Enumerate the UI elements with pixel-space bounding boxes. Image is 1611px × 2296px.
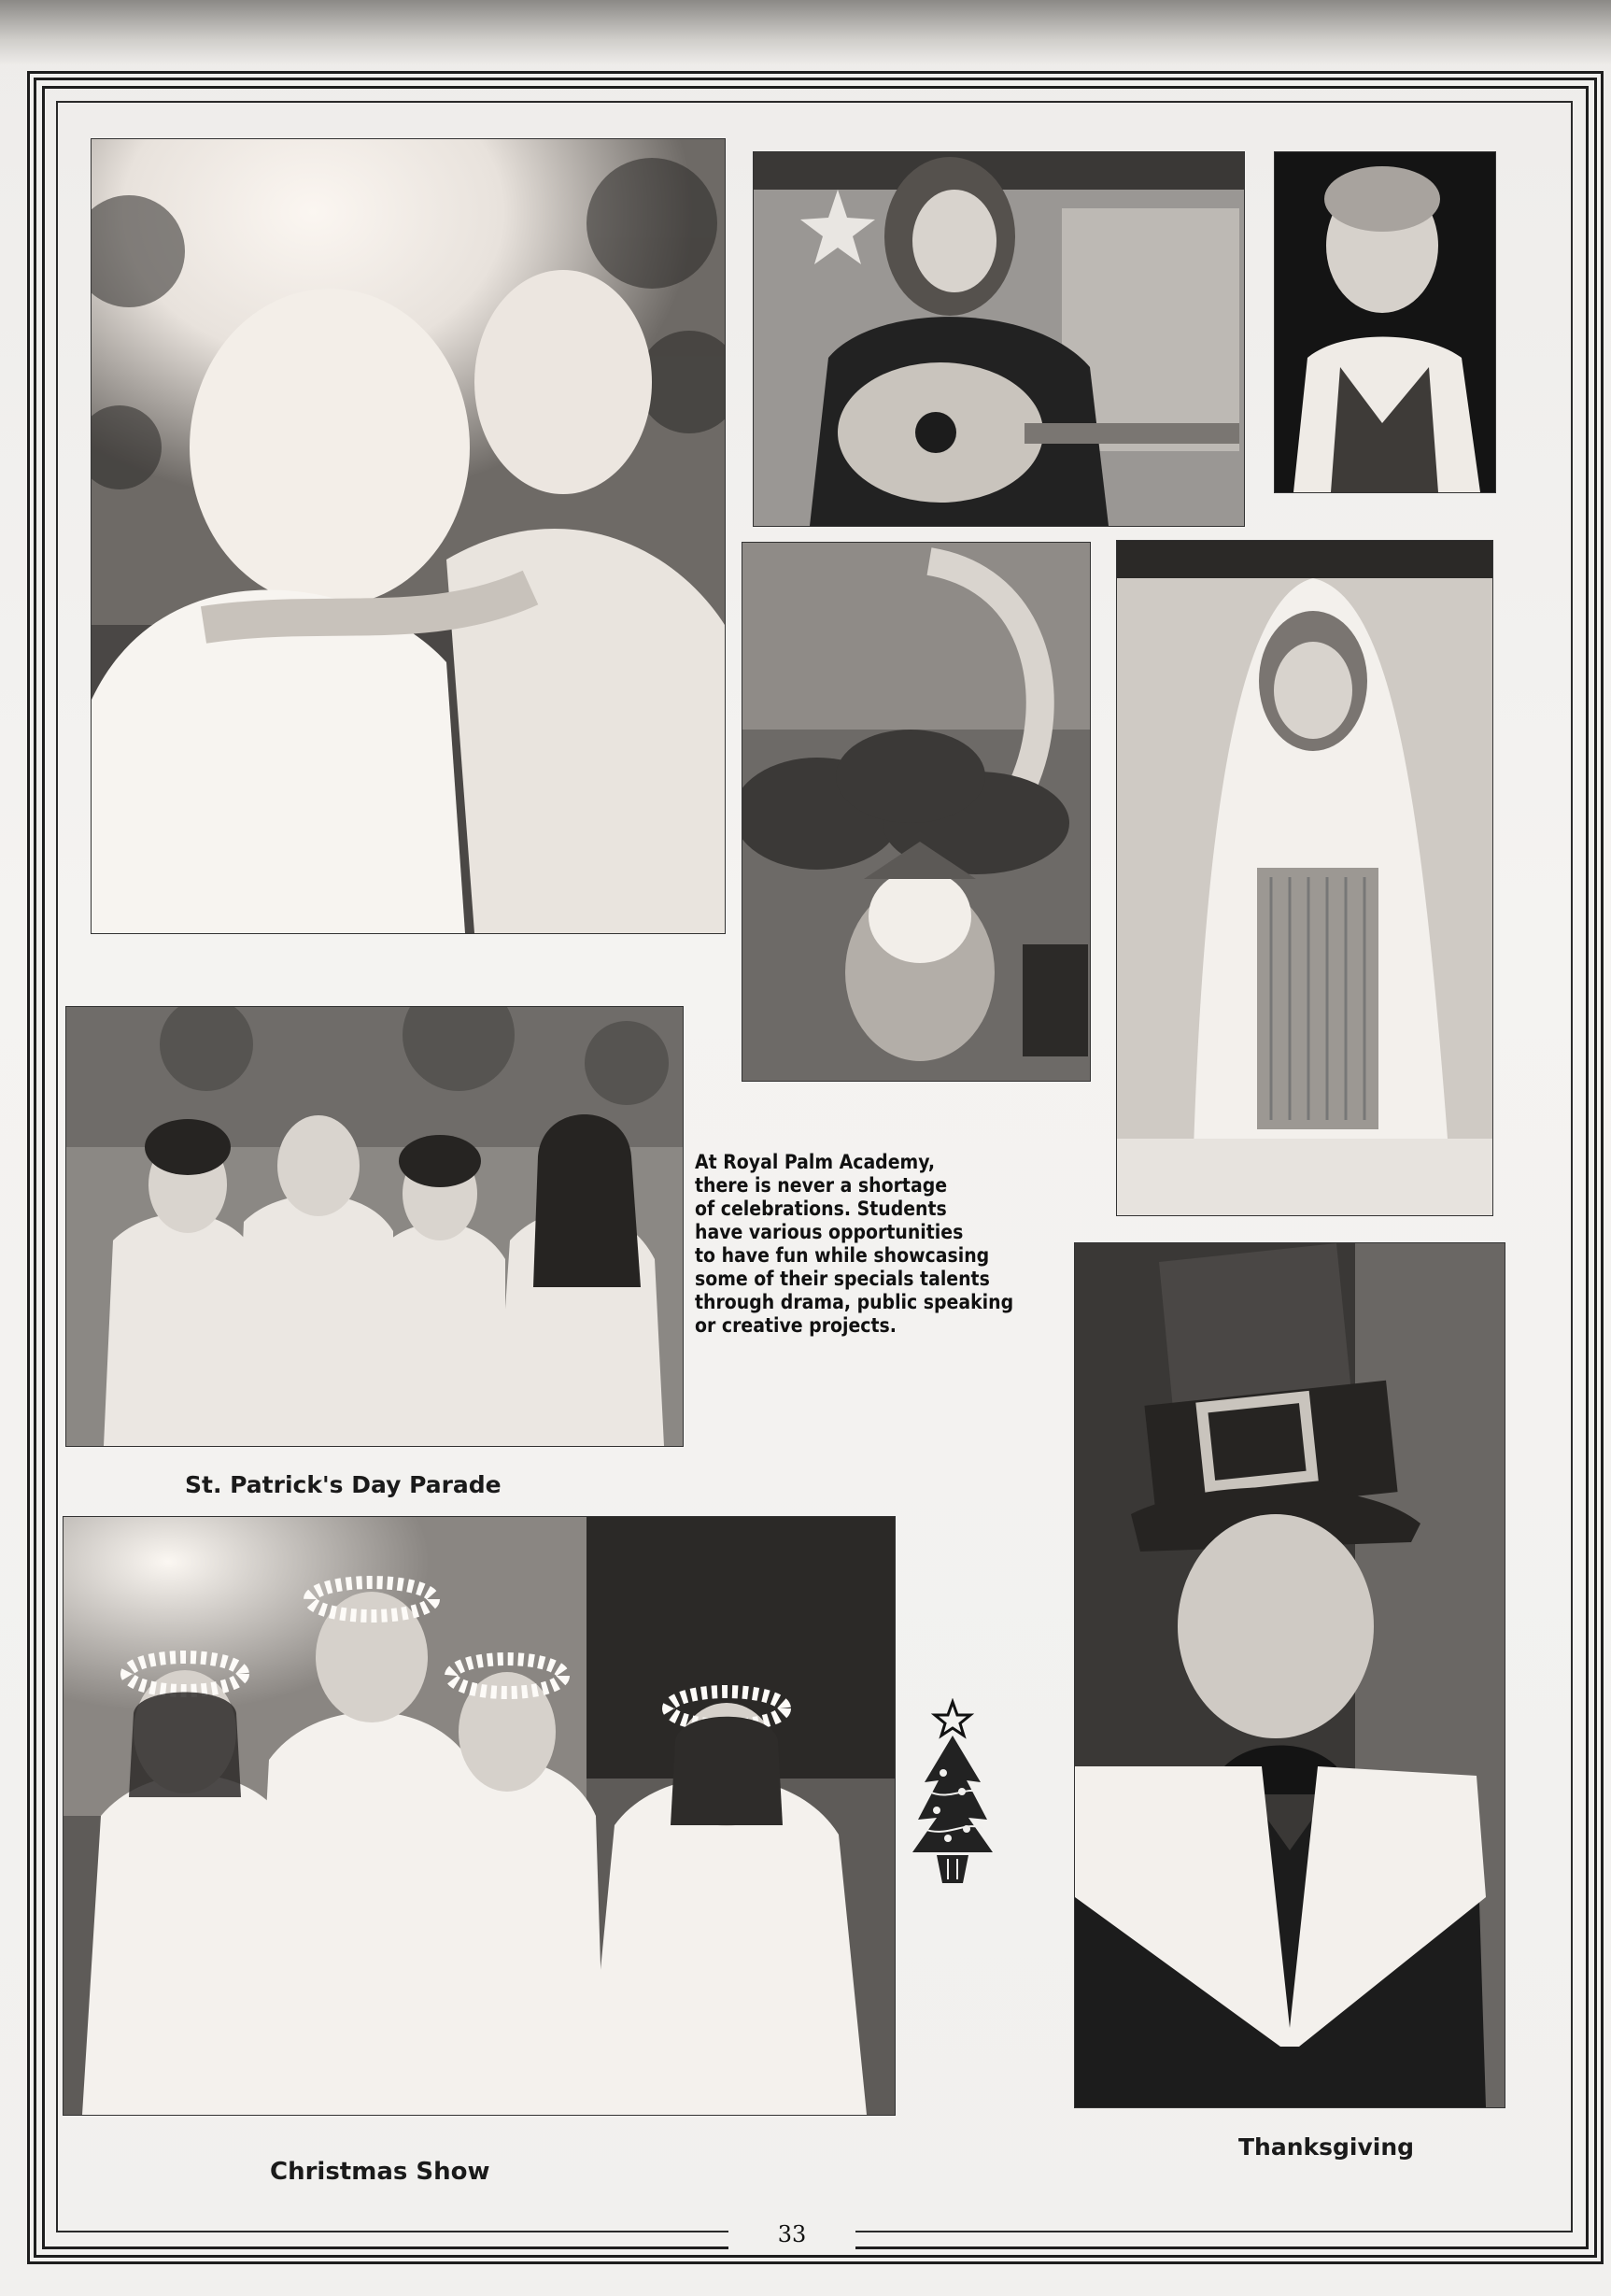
photo-boy-in-vest [1274,151,1496,493]
photo-st-patricks-group [65,1006,684,1447]
intro-line: or creative projects. [695,1314,897,1337]
caption-st-patricks: St. Patrick's Day Parade [185,1471,502,1498]
intro-line: through drama, public speaking [695,1291,1014,1313]
photo-christmas-angels [63,1516,896,2116]
caption-christmas-show: Christmas Show [270,2158,490,2186]
page-number: 33 [764,2221,820,2247]
intro-line: At Royal Palm Academy, [695,1151,936,1173]
photo-poinsettia-and-santa [742,542,1091,1082]
photo-girl-as-mary [1116,540,1493,1216]
photo-pilgrim-boy [1074,1242,1505,2108]
page-top-shadow [0,0,1611,65]
intro-line: to have fun while showcasing [695,1244,990,1267]
photo-grandmother-and-boy [91,138,726,934]
intro-line: of celebrations. Students [695,1198,947,1220]
intro-line: some of their specials talents [695,1268,990,1290]
intro-line: have various opportunities [695,1221,964,1243]
intro-line: there is never a shortage [695,1174,948,1197]
christmas-tree-icon [911,1698,995,1885]
intro-paragraph [695,1151,1087,1338]
photo-woman-with-guitar [753,151,1245,527]
caption-thanksgiving: Thanksgiving [1238,2133,1415,2161]
